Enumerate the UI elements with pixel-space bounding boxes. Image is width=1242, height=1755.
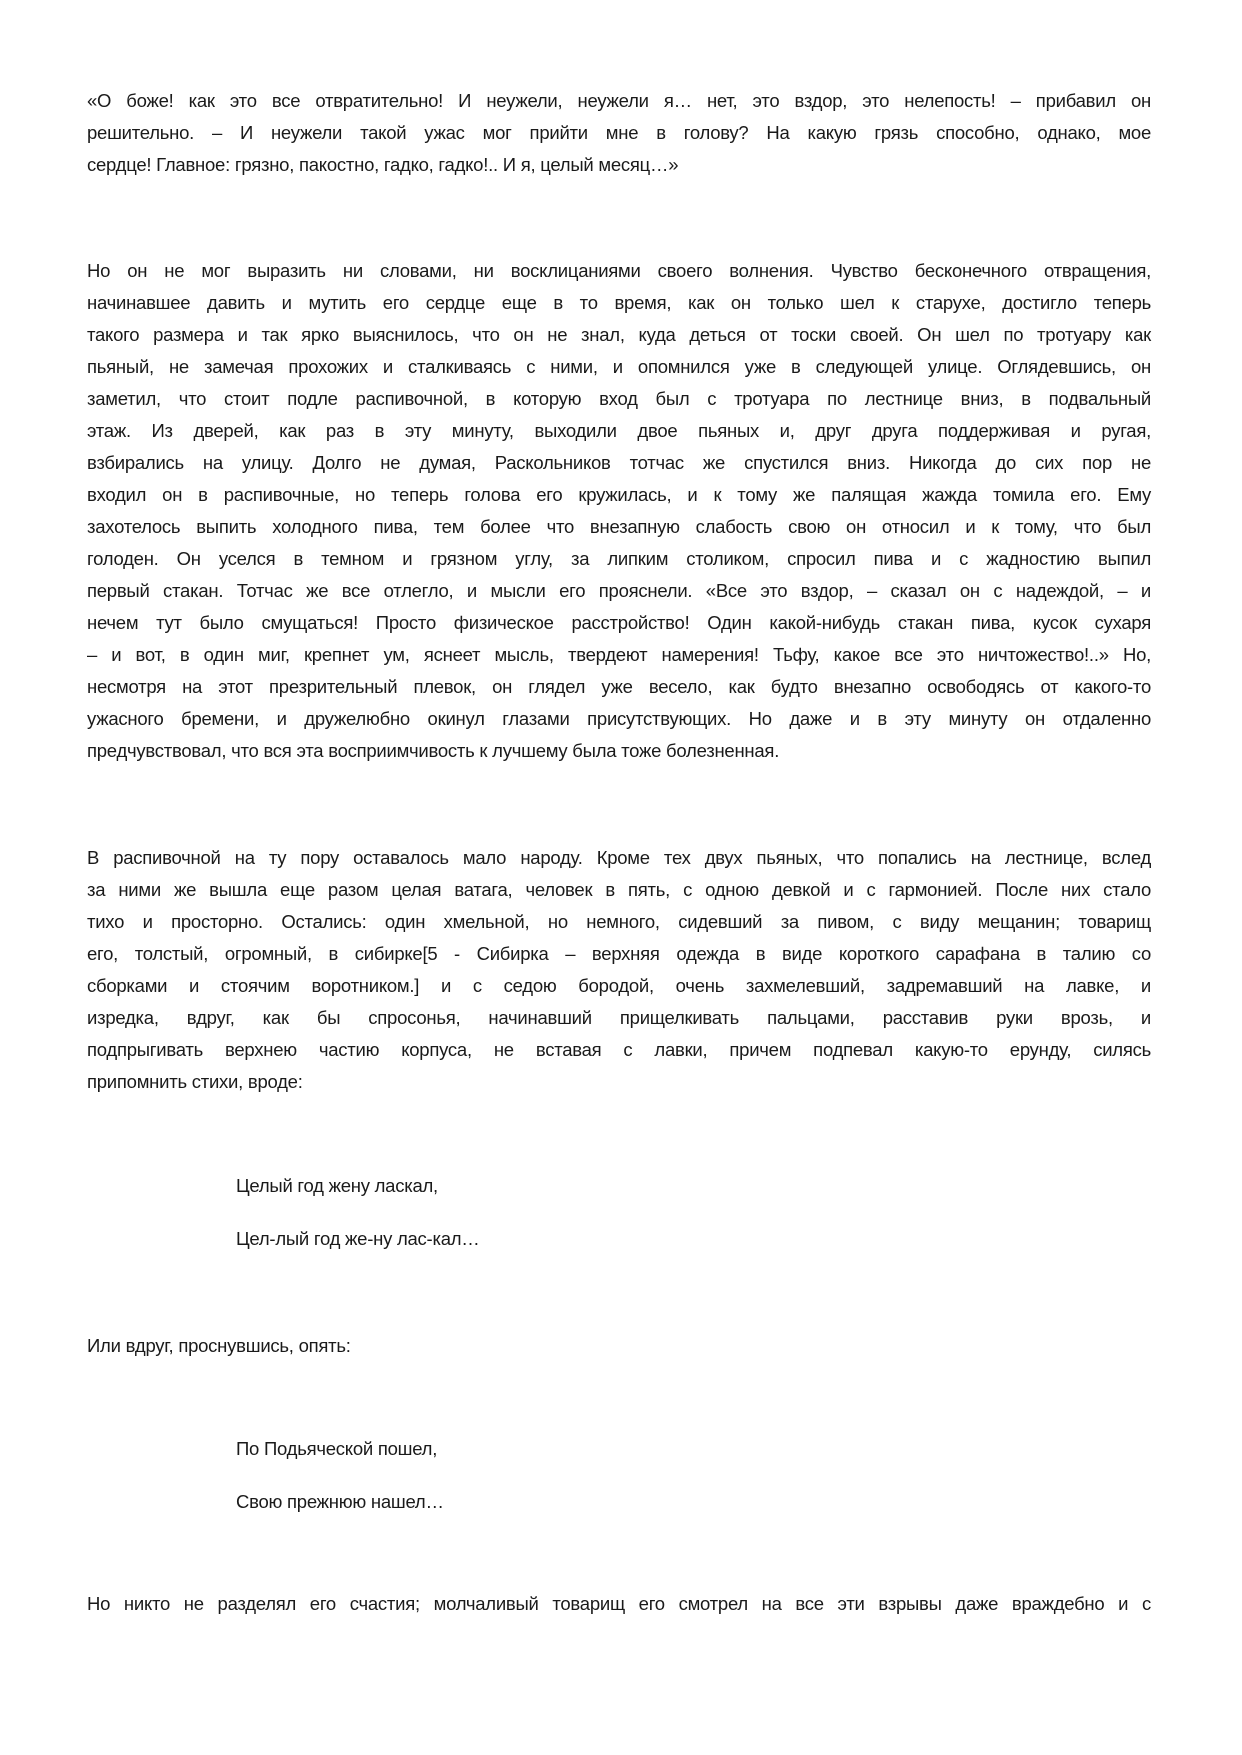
text-line: начинавшее давить и мутить его сердце еще в то время, как он только шел к старухе, достигло теперь <box>87 292 1151 313</box>
verse-line-2: Цел-лый год же-ну лас-кал… <box>236 1228 480 1249</box>
text-line: взбирались на улицу. Долго не думая, Раскольников тотчас же спустился вниз. Никогда до сих пор не <box>87 452 1151 473</box>
text-line: подпрыгивать верхнею частию корпуса, не вставая с лавки, причем подпевал какую-то ерунду, силясь <box>87 1039 1151 1060</box>
text-line: этаж. Из дверей, как раз в эту минуту, выходили двое пьяных и, друг друга поддерживая и ругая, <box>87 420 1151 441</box>
text-line: голоден. Он уселся в темном и грязном углу, за липким столиком, спросил пива и с жадностию выпил <box>87 548 1151 569</box>
verse-line-4: Свою прежнюю нашел… <box>236 1491 444 1512</box>
text-line: В распивочной на ту пору оставалось мало народу. Кроме тех двух пьяных, что попались на лестнице, вслед <box>87 847 1151 868</box>
paragraph-1 <box>87 85 1151 181</box>
text-line: такого размера и так ярко выяснилось, что он не знал, куда деться от тоски своей. Он шел по тротуару как <box>87 324 1151 345</box>
paragraph-4 <box>87 1588 1151 1620</box>
text-line: несмотря на этот презрительный плевок, он глядел уже весело, как будто внезапно освободясь от какого-то <box>87 676 1151 697</box>
text-line: пьяный, не замечая прохожих и сталкиваясь с ними, и опомнился уже в следующей улице. Оглядевшись, он <box>87 356 1151 377</box>
text-line: решительно. – И неужели такой ужас мог прийти мне в голову? На какую грязь способно, однако, мое <box>87 122 1151 143</box>
text-line: предчувствовал, что вся эта восприимчивость к лучшему была тоже болезненная. <box>87 740 780 761</box>
paragraph-3 <box>87 842 1151 1098</box>
text-line: изредка, вдруг, как бы спросонья, начинавший прищелкивать пальцами, расставив руки врозь, и <box>87 1007 1151 1028</box>
text-line: за ними же вышла еще разом целая ватага, человек в пять, с одною девкой и с гармонией. После них стало <box>87 879 1151 900</box>
text-line: нечем тут было смущаться! Просто физическое расстройство! Один какой-нибудь стакан пива, кусок сухаря <box>87 612 1151 633</box>
text-line: ужасного бремени, и дружелюбно окинул глазами присутствующих. Но даже и в эту минуту он отдаленно <box>87 708 1151 729</box>
text-line: входил он в распивочные, но теперь голова его кружилась, и к тому же палящая жажда томила его. Ему <box>87 484 1151 505</box>
text-line: сердце! Главное: грязно, пакостно, гадко, гадко!.. И я, целый месяц…» <box>87 154 679 175</box>
text-line: – и вот, в один миг, крепнет ум, яснеет мысль, твердеют намерения! Тьфу, какое все это ничтожество!..» Но, <box>87 644 1151 665</box>
text-line: «О боже! как это все отвратительно! И неужели, неужели я… нет, это вздор, это нелепость! – прибавил он <box>87 90 1151 111</box>
text-line: его, толстый, огромный, в сибирке[5 - Сибирка – верхняя одежда в виде короткого сарафана в талию со <box>87 943 1151 964</box>
text-line: захотелось выпить холодного пива, тем более что внезапную слабость свою он относил и к тому, что был <box>87 516 1151 537</box>
text-line: тихо и просторно. Остались: один хмельной, но немного, сидевший за пивом, с виду мещанин; товарищ <box>87 911 1151 932</box>
text-line: первый стакан. Тотчас же все отлегло, и мысли его прояснели. «Все это вздор, – сказал он с надеждой, – и <box>87 580 1151 601</box>
text-line: Но он не мог выразить ни словами, ни восклицаниями своего волнения. Чувство бесконечного отвращения, <box>87 260 1151 281</box>
verse-line-3: По Подьяческой пошел, <box>236 1438 438 1459</box>
text-line: сборками и стоячим воротником.] и с седою бородой, очень захмелевший, задремавший на лавке, и <box>87 975 1151 996</box>
text-line: припомнить стихи, вроде: <box>87 1071 303 1092</box>
paragraph-2 <box>87 255 1151 767</box>
text-line: заметил, что стоит подле распивочной, в которую вход был с тротуара по лестнице вниз, в подвальный <box>87 388 1151 409</box>
verse-line-1: Целый год жену ласкал, <box>236 1175 438 1196</box>
text-line: Но никто не разделял его счастия; молчаливый товарищ его смотрел на все эти взрывы даже враждебно и с <box>87 1593 1151 1614</box>
interlude-text: Или вдруг, проснувшись, опять: <box>87 1335 351 1356</box>
